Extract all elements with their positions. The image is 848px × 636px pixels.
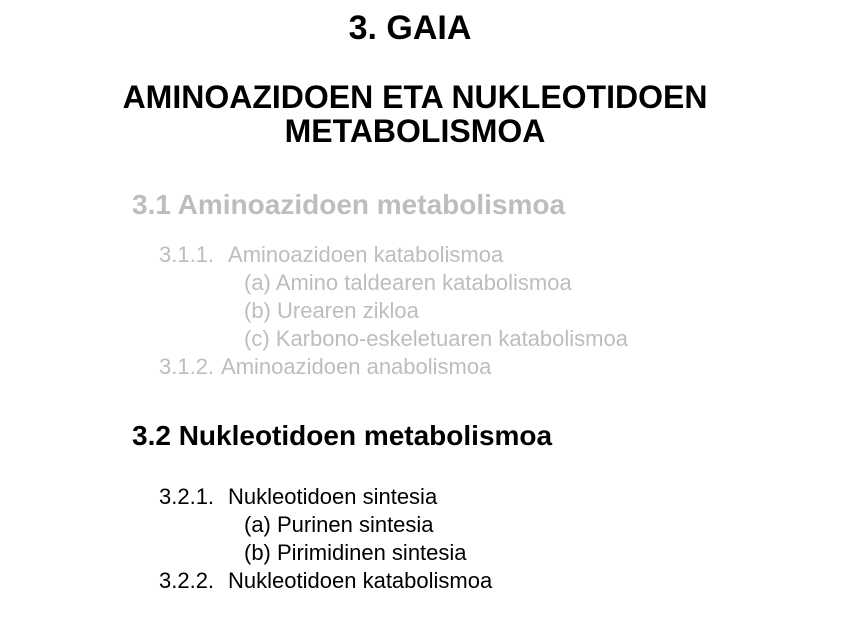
item-number: 3.2.2. xyxy=(159,568,215,593)
item-label: Nukleotidoen sintesia xyxy=(228,484,438,509)
outline-item xyxy=(132,483,832,511)
outline-item xyxy=(132,567,832,595)
chapter-heading: 3. GAIA xyxy=(348,9,472,47)
outline-subitem xyxy=(132,325,832,353)
page-title xyxy=(0,80,830,148)
item-label: Nukleotidoen katabolismoa xyxy=(228,568,493,593)
section-amino-acid-metabolism xyxy=(132,188,832,381)
section-heading: 3.2 Nukleotidoen metabolismoa xyxy=(132,420,553,451)
outline-subitem xyxy=(132,269,832,297)
section-outline xyxy=(132,483,832,595)
outline-item xyxy=(132,353,832,381)
item-label: (b) Urearen zikloa xyxy=(244,298,419,323)
item-label: (a) Purinen sintesia xyxy=(244,512,434,537)
section-outline xyxy=(132,241,832,381)
outline-subitem xyxy=(132,297,832,325)
item-number: 3.1.2. xyxy=(159,354,215,379)
title-line-2: METABOLISMOA xyxy=(284,113,546,149)
section-heading: 3.1 Aminoazidoen metabolismoa xyxy=(132,189,566,220)
item-label: (a) Amino taldearen katabolismoa xyxy=(244,270,572,295)
item-number: 3.1.1. xyxy=(159,242,215,267)
section-nucleotide-metabolism xyxy=(132,419,832,595)
item-label: (c) Karbono-eskeletuaren katabolismoa xyxy=(244,326,628,351)
outline-subitem xyxy=(132,511,832,539)
item-number: 3.2.1. xyxy=(159,484,215,509)
item-label: (b) Pirimidinen sintesia xyxy=(244,540,467,565)
title-line-1: AMINOAZIDOEN ETA NUKLEOTIDOEN xyxy=(122,79,708,115)
outline-item xyxy=(132,241,832,269)
item-label: Aminoazidoen katabolismoa xyxy=(228,242,504,267)
item-label: Aminoazidoen anabolismoa xyxy=(221,354,492,379)
outline-subitem xyxy=(132,539,832,567)
